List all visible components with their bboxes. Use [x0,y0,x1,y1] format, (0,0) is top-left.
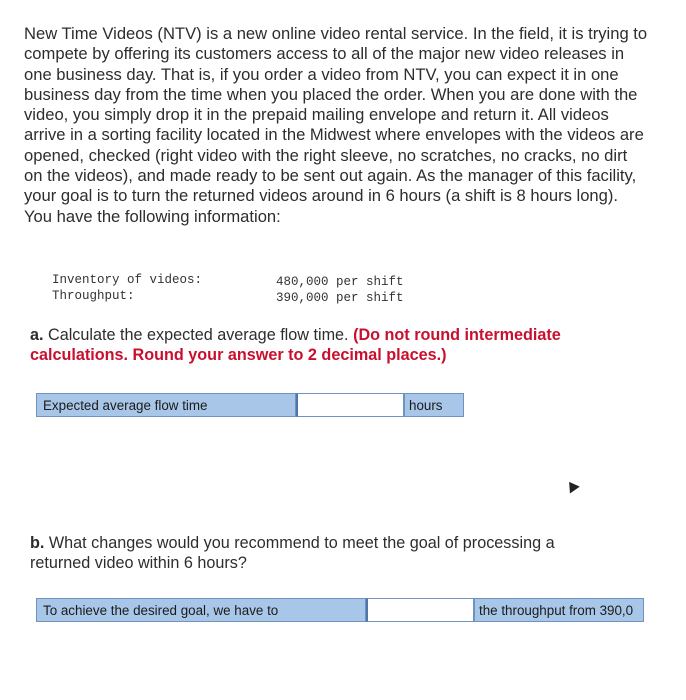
part-a-letter: a. [30,326,44,344]
info-label-inventory: Inventory of videos: [52,273,203,287]
flow-time-input[interactable] [296,393,404,417]
info-value-throughput: 390,000 per shift [276,291,404,305]
problem-text: New Time Videos (NTV) is a new online video rental service. In the field, it is trying to compete by offering its customers access to all of the major new video releases in one business day. That is, if you order a video from NTV, you can expect it in one business day from the time when you placed the order. When you are done with the video, you simply drop it in the prepaid mailing envelope and return it. All videos arrive in a sorting facility located in the Midwest where envelopes with the videos are opened, checked (right video with the right sleeve, no scratches, no cracks, no dirt on the videos), and made ready to be sent out again. As the manager of this facility, your goal is to turn the returned videos around in 6 hours (a shift is 8 hours long). You have the following information: [24,24,648,226]
goal-input[interactable] [366,598,474,622]
hours-unit-label: hours [404,393,464,417]
part-a-instruction: (Do not round intermediate calculations. Round your answer to 2 decimal places.) [30,326,561,364]
goal-label: To achieve the desired goal, we have to [36,598,366,622]
part-b-question [30,533,610,573]
part-b-answer-row [36,598,644,622]
mouse-pointer-icon [564,478,580,493]
part-b-text: What changes would you recommend to meet the goal of processing a returned video within 6 hours? [30,534,555,572]
flow-time-label: Expected average flow time [36,393,296,417]
info-label-throughput: Throughput: [52,289,135,303]
part-b-letter: b. [30,534,45,552]
part-a-text: Calculate the expected average flow time. [48,326,349,344]
part-a-answer-row [36,393,464,417]
part-a-question [30,325,630,365]
info-value-inventory: 480,000 per shift [276,275,404,289]
throughput-suffix-label: the throughput from 390,0 [474,598,644,622]
